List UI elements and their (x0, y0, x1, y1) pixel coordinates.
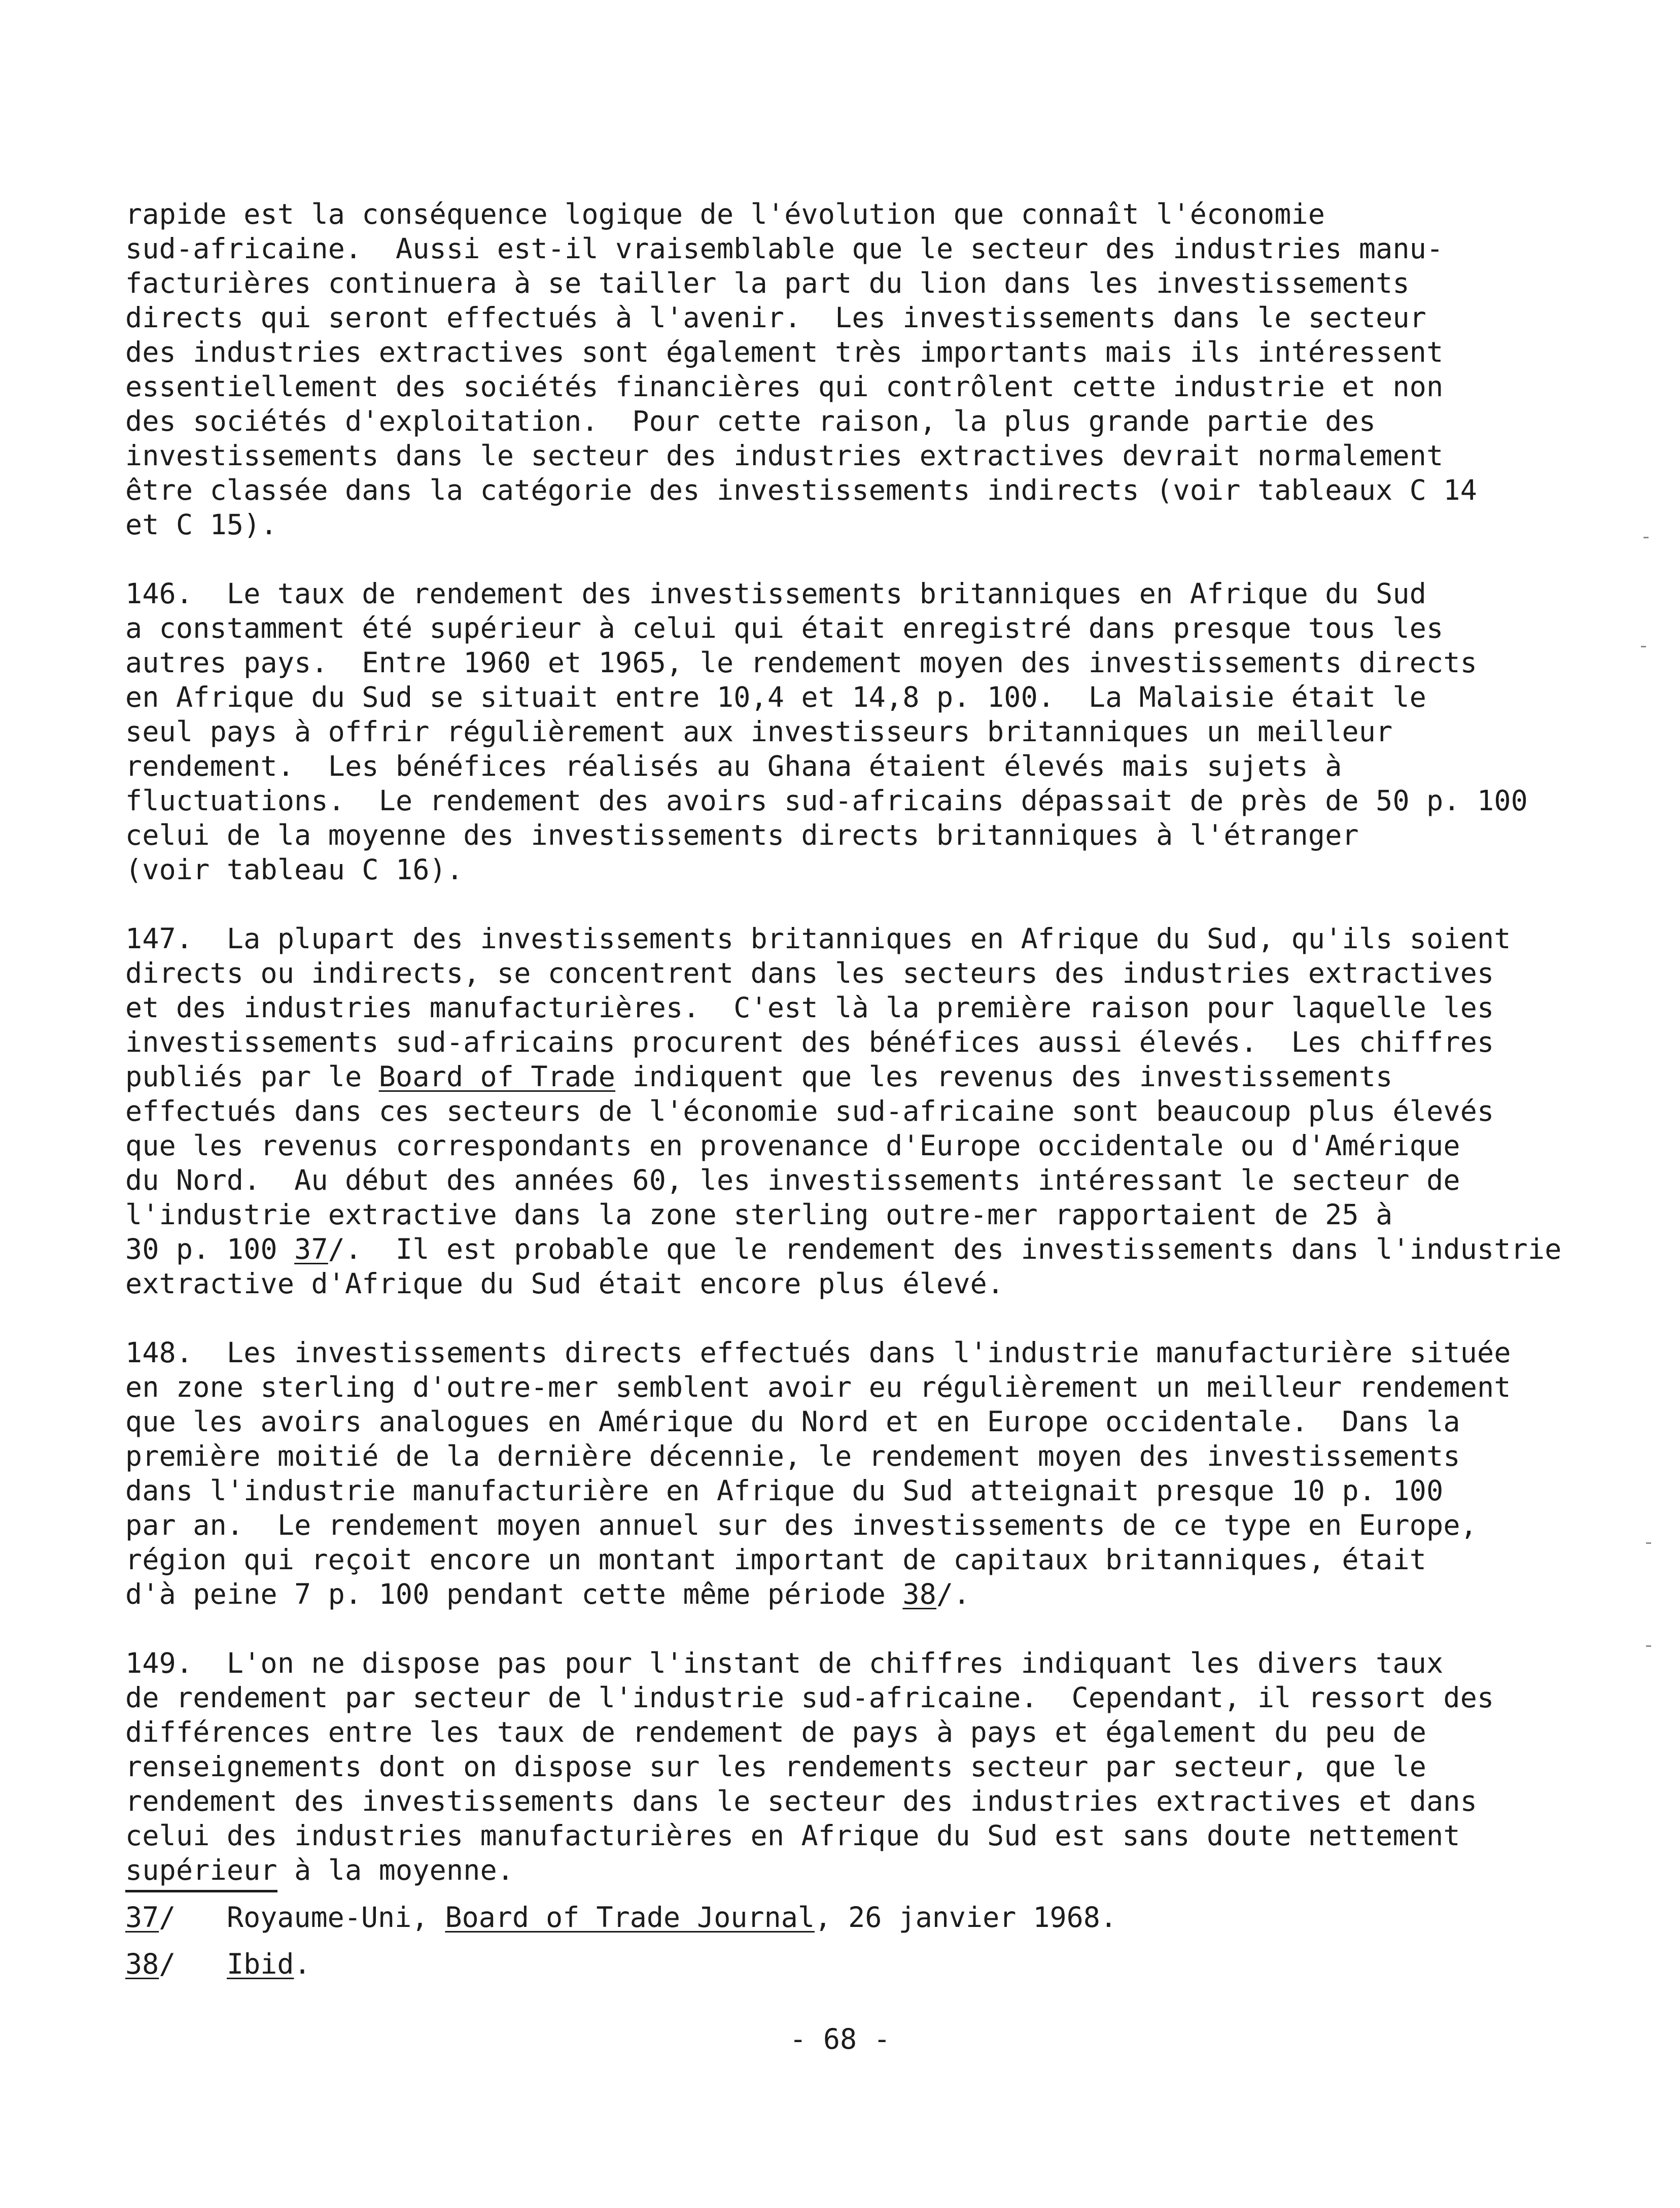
text-line (125, 1784, 1576, 1818)
text-segment: rendement. Les bénéfices réalisés au Ghana étaient élevés mais sujets à (125, 750, 1342, 782)
footnote-number: 38 (125, 1948, 159, 1980)
text-line (125, 852, 1576, 887)
text-segment: 148. Les investissements directs effectués dans l'industrie manufacturière située (125, 1336, 1511, 1369)
text-line (125, 369, 1576, 404)
text-line (125, 818, 1576, 852)
paragraph (125, 576, 1576, 887)
text-line (125, 1025, 1576, 1059)
text-line (125, 645, 1576, 680)
text-line (125, 1439, 1576, 1473)
text-line (125, 1508, 1576, 1542)
text-segment: supérieur à la moyenne. (125, 1854, 514, 1886)
text-line (125, 266, 1576, 300)
text-segment: région qui reçoit encore un montant important de capitaux britanniques, était (125, 1543, 1427, 1576)
text-segment: effectués dans ces secteurs de l'économie sud-africaine sont beaucoup plus élevés (125, 1095, 1494, 1127)
footnotes (125, 1900, 1576, 1993)
text-segment: celui de la moyenne des investissements directs britanniques à l'étranger (125, 819, 1359, 851)
margin-mark (1641, 646, 1646, 647)
text-segment: extractive d'Afrique du Sud était encore plus élevé. (125, 1267, 1004, 1300)
text-segment: de rendement par secteur de l'industrie sud-africaine. Cependant, il ressort des (125, 1681, 1494, 1714)
text-line (125, 576, 1576, 611)
text-line (125, 404, 1576, 438)
text-line (125, 1577, 1576, 1611)
underlined-text: Ibid (227, 1948, 294, 1980)
text-line (125, 1853, 1576, 1887)
text-segment: sud-africaine. Aussi est-il vraisemblable que le secteur des industries manu- (125, 232, 1444, 265)
text-line (125, 1163, 1576, 1197)
text-segment: investissements dans le secteur des industries extractives devrait normalement (125, 439, 1444, 472)
text-line (125, 1542, 1576, 1577)
underlined-text: Board of Trade Journal (445, 1901, 815, 1934)
text-segment: Royaume-Uni, (227, 1901, 445, 1934)
text-segment: autres pays. Entre 1960 et 1965, le rendement moyen des investissements directs (125, 646, 1478, 679)
text-segment: différences entre les taux de rendement de pays à pays et également du peu de (125, 1716, 1427, 1748)
text-segment: et C 15). (125, 508, 277, 541)
text-segment: d'à peine 7 p. 100 pendant cette même période (125, 1578, 903, 1610)
text-segment: en Afrique du Sud se situait entre 10,4 et 14,8 p. 100. La Malaisie était le (125, 681, 1427, 713)
text-segment: des industries extractives sont également très importants mais ils intéressent (125, 336, 1444, 368)
text-segment: 30 p. 100 (125, 1233, 295, 1265)
footnote-ref (125, 1900, 227, 1935)
text-line (125, 1197, 1576, 1232)
text-segment: investissements sud-africains procurent des bénéfices aussi élevés. Les chiffres (125, 1026, 1494, 1058)
text-line (125, 1749, 1576, 1784)
text-segment: être classée dans la catégorie des investissements indirects (voir tableaux C 14 (125, 474, 1478, 506)
text-line (125, 714, 1576, 749)
paragraph (125, 1335, 1576, 1611)
underlined-text: 37 (294, 1233, 328, 1265)
text-line (125, 473, 1576, 507)
margin-mark (1643, 537, 1649, 538)
text-line (125, 1335, 1576, 1370)
footnote-slash: / (159, 1901, 176, 1934)
text-line (125, 749, 1576, 783)
text-segment: . (294, 1948, 311, 1980)
text-line (125, 1818, 1576, 1853)
text-line (125, 680, 1576, 714)
text-segment: que les avoirs analogues en Amérique du Nord et en Europe occidentale. Dans la (125, 1405, 1460, 1438)
page-number: - 68 - (789, 2023, 891, 2055)
footnote-separator (125, 1890, 277, 1892)
text-line (125, 921, 1576, 956)
text-line (125, 1404, 1576, 1439)
footnote-number: 37 (125, 1901, 159, 1934)
text-segment: fluctuations. Le rendement des avoirs sud-africains dépassait de près de 50 p. 100 (125, 784, 1528, 817)
text-segment: rapide est la conséquence logique de l'évolution que connaît l'économie (125, 198, 1325, 230)
text-line (125, 438, 1576, 473)
text-segment: des sociétés d'exploitation. Pour cette raison, la plus grande partie des (125, 405, 1376, 437)
text-segment: essentiellement des sociétés financières qui contrôlent cette industrie et non (125, 370, 1444, 403)
text-segment: seul pays à offrir régulièrement aux investisseurs britanniques un meilleur (125, 715, 1393, 748)
text-segment: dans l'industrie manufacturière en Afrique du Sud atteignait presque 10 p. 100 (125, 1474, 1444, 1507)
text-segment: première moitié de la dernière décennie, le rendement moyen des investissements (125, 1440, 1460, 1472)
text-segment: directs qui seront effectués à l'avenir. Les investissements dans le secteur (125, 301, 1427, 334)
text-line (125, 956, 1576, 990)
paragraph (125, 921, 1576, 1301)
footnote-ref (125, 1947, 227, 1981)
text-segment: indiquent que les revenus des investissements (615, 1060, 1393, 1093)
text-line (125, 300, 1576, 335)
text-segment: rendement des investissements dans le secteur des industries extractives et dans (125, 1785, 1478, 1817)
text-line (125, 611, 1576, 645)
paragraph (125, 1646, 1576, 1887)
margin-mark (1646, 1542, 1651, 1544)
footnote (125, 1900, 1576, 1935)
text-segment: l'industrie extractive dans la zone sterling outre-mer rapportaient de 25 à (125, 1198, 1393, 1231)
text-line (125, 1128, 1576, 1163)
text-line (125, 1094, 1576, 1128)
margin-mark (1646, 1645, 1651, 1647)
text-segment: , 26 janvier 1968. (814, 1901, 1117, 1934)
footnote-slash: / (159, 1948, 176, 1980)
text-segment: a constamment été supérieur à celui qui était enregistré dans presque tous les (125, 612, 1444, 644)
text-segment: publiés par le (125, 1060, 379, 1093)
text-line (125, 1646, 1576, 1680)
text-line (125, 1473, 1576, 1508)
underlined-text: Board of Trade (378, 1060, 616, 1093)
text-line (125, 1059, 1576, 1094)
text-segment: par an. Le rendement moyen annuel sur des investissements de ce type en Europe, (125, 1509, 1478, 1541)
underlined-text: 38 (902, 1578, 937, 1610)
text-line (125, 1266, 1576, 1301)
text-line (125, 1370, 1576, 1404)
text-segment: facturières continuera à se tailler la part du lion dans les investissements (125, 267, 1410, 299)
text-segment: 146. Le taux de rendement des investissements britanniques en Afrique du Sud (125, 577, 1427, 610)
footnote (125, 1947, 1576, 1981)
text-line (125, 197, 1576, 231)
paragraph (125, 197, 1576, 542)
text-line (125, 335, 1576, 369)
text-line (125, 231, 1576, 266)
text-segment: directs ou indirects, se concentrent dans les secteurs des industries extractives (125, 957, 1494, 989)
text-segment: et des industries manufacturières. C'est là la première raison pour laquelle les (125, 991, 1494, 1024)
text-line (125, 1680, 1576, 1715)
text-segment: (voir tableau C 16). (125, 853, 464, 886)
text-segment: renseignements dont on dispose sur les rendements secteur par secteur, que le (125, 1750, 1427, 1783)
text-segment: /. (936, 1578, 970, 1610)
text-line (125, 783, 1576, 818)
text-line (125, 990, 1576, 1025)
text-line (125, 1715, 1576, 1749)
text-line (125, 507, 1576, 542)
footnote-text (227, 1900, 1117, 1935)
text-line (125, 1232, 1576, 1266)
text-segment: celui des industries manufacturières en Afrique du Sud est sans doute nettement (125, 1819, 1460, 1852)
text-segment: du Nord. Au début des années 60, les investissements intéressant le secteur de (125, 1164, 1460, 1196)
text-segment: /. Il est probable que le rendement des investissements dans l'industrie (328, 1233, 1562, 1265)
text-segment: que les revenus correspondants en provenance d'Europe occidentale ou d'Amérique (125, 1129, 1460, 1162)
text-segment: 149. L'on ne dispose pas pour l'instant de chiffres indiquant les divers taux (125, 1647, 1444, 1679)
footnote-text (227, 1947, 311, 1981)
body-text (125, 197, 1576, 1922)
text-segment: en zone sterling d'outre-mer semblent avoir eu régulièrement un meilleur rendement (125, 1371, 1511, 1403)
text-segment: 147. La plupart des investissements britanniques en Afrique du Sud, qu'ils soient (125, 922, 1511, 955)
